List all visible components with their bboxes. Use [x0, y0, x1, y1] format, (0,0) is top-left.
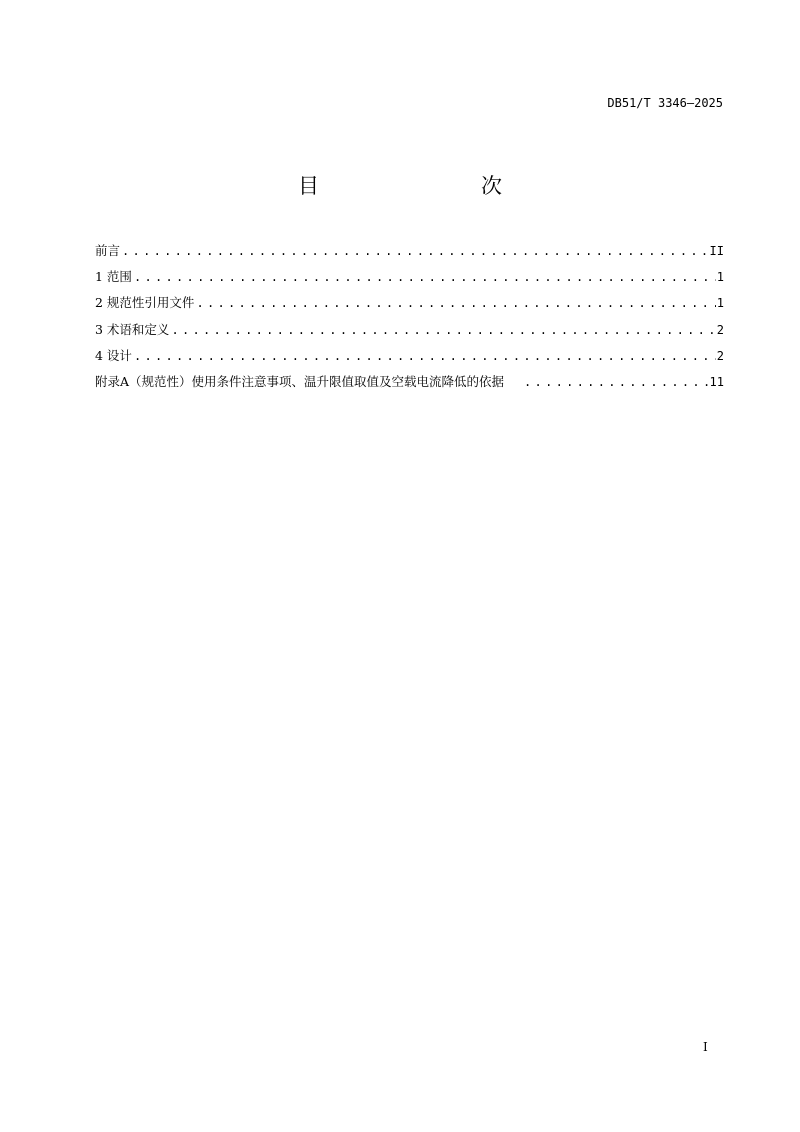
toc-entry-foreword[interactable]: [95, 241, 724, 267]
toc-entry-label: 2 规范性引用文件: [95, 295, 195, 311]
toc-entry-label: 附录A（规范性）使用条件注意事项、温升限值取值及空载电流降低的依据: [95, 373, 505, 389]
toc-entry-page: 1: [716, 270, 724, 285]
toc-entry-appendix-a[interactable]: [95, 372, 724, 398]
toc-entry-page: 11: [709, 374, 724, 389]
toc-entry-label: 4 设计: [95, 347, 132, 363]
toc-entry-normative-references[interactable]: [95, 293, 724, 319]
toc-leader-dots: [196, 293, 715, 313]
toc-entry-scope[interactable]: [95, 267, 724, 293]
toc-entry-page: 2: [716, 348, 724, 363]
toc-leader-dots: [134, 267, 716, 287]
toc-leader-dots: [134, 346, 716, 366]
toc-entry-label: 1 范围: [95, 269, 132, 285]
toc-entry-design[interactable]: [95, 346, 724, 372]
toc-leader-dots: [524, 372, 709, 392]
toc-leader-dots: [122, 241, 709, 261]
toc-entry-page: 1: [716, 296, 724, 311]
toc-leader-dots: [171, 320, 715, 340]
toc-entry-terms-definitions[interactable]: [95, 320, 724, 346]
toc-entry-page: 2: [716, 322, 724, 337]
page-number: I: [703, 1040, 708, 1054]
toc-entry-label: 前言: [95, 243, 121, 258]
toc-entry-page: II: [709, 244, 724, 258]
standard-code: DB51/T 3346—2025: [607, 96, 723, 110]
table-of-contents: [95, 241, 724, 398]
page-title: 目 次: [298, 174, 542, 198]
toc-entry-label: 3 术语和定义: [95, 321, 170, 337]
